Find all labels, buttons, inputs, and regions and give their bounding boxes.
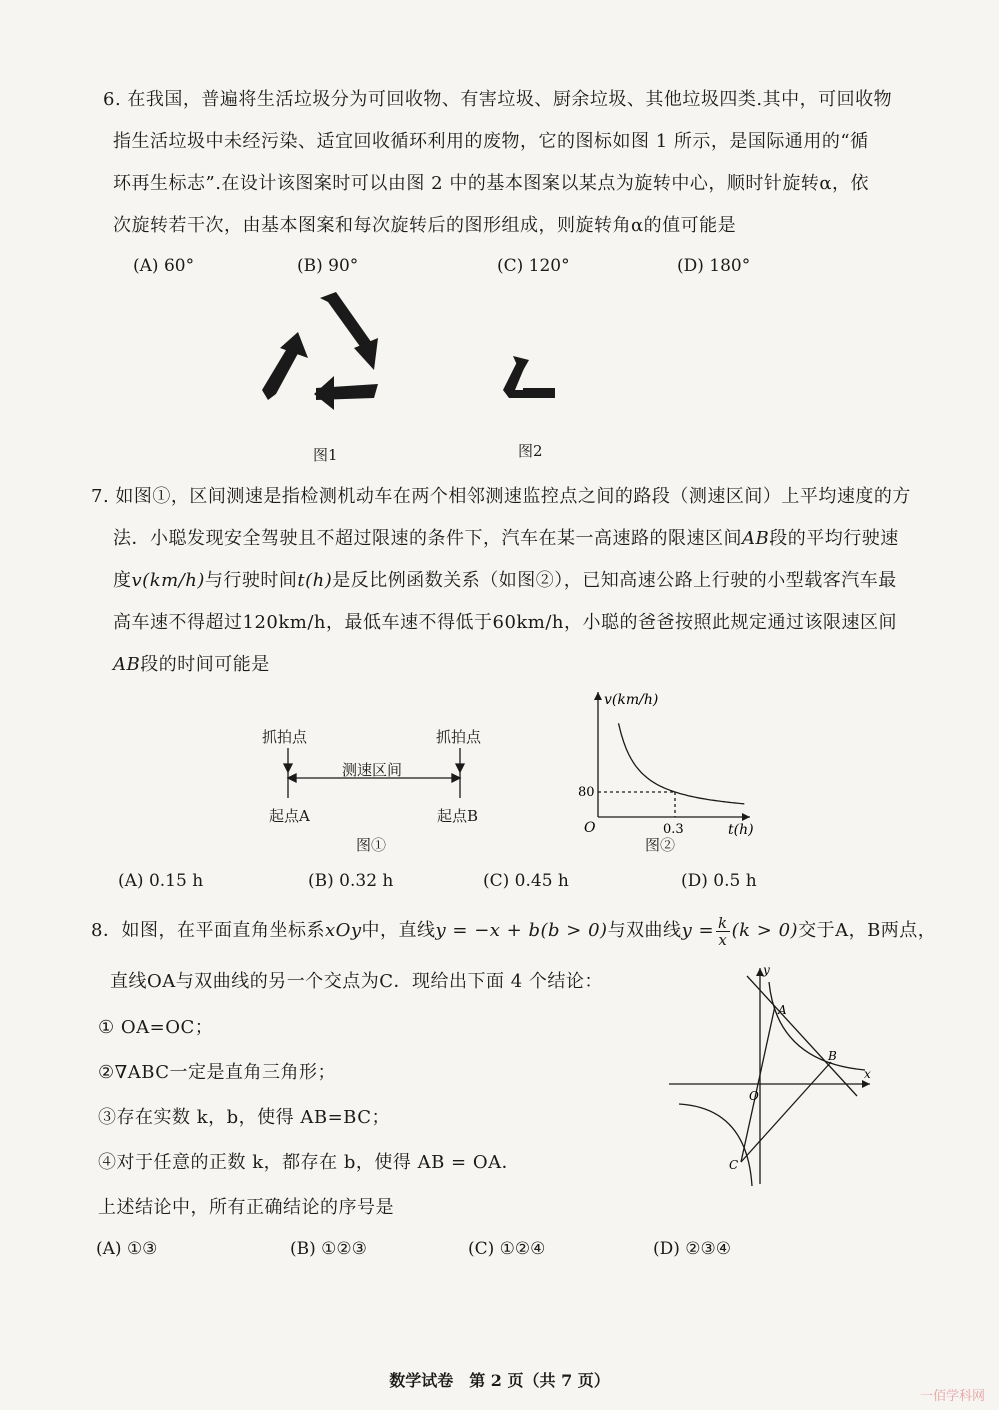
k-over-x-fraction xyxy=(716,915,730,948)
line-cb xyxy=(741,1062,831,1162)
fig-speed-right-bottom: 起点B xyxy=(437,807,479,825)
q8-line-1-eq2-post: (k > 0) xyxy=(731,920,799,941)
hyperbola-graph xyxy=(665,962,880,1190)
q6-line-1: 6. 在我国，普遍将生活垃圾分为可回收物、有害垃圾、厨余垃圾、其他垃圾四类.其中，可回收物 xyxy=(103,89,893,110)
q6-line-4: 次旋转若干次，由基本图案和每次旋转后的图形组成，则旋转角α的值可能是 xyxy=(113,215,737,236)
q8-conclusion-1: ① OA=OC； xyxy=(98,1017,214,1038)
q8-x-label: x xyxy=(864,1067,871,1081)
fig2-caption: 图2 xyxy=(518,442,543,460)
q8-option-b: (B) ①②③ xyxy=(290,1239,367,1259)
inverse-graph-origin: O xyxy=(584,820,596,836)
q7-line-2-var: AB xyxy=(742,528,770,549)
q8-conclusion-4: ④对于任意的正数 k，都存在 b，使得 AB = OA． xyxy=(98,1152,521,1173)
recycle-symbol-figure xyxy=(250,288,400,418)
fig1-caption: 图1 xyxy=(313,446,338,464)
q7-line-3-e: 是反比例函数关系（如图②），已知高速公路上行驶的小型载客汽车最 xyxy=(332,570,897,591)
hyperbola-branch-2 xyxy=(679,1104,752,1186)
point-c-label: C xyxy=(729,1158,739,1172)
q8-conclusion-3: ③存在实数 k，b，使得 AB=BC； xyxy=(98,1107,391,1128)
q7-line-1: 7. 如图①，区间测速是指检测机动车在两个相邻测速监控点之间的路段（测速区间）上平均速度的方 xyxy=(91,486,911,507)
inverse-graph-caption: 图② xyxy=(645,836,676,854)
q7-line-4: 高车速不得超过120km/h，最低车速不得低于60km/h，小聪的爸爸按照此规定通过该限速区间 xyxy=(113,612,898,633)
q6-line-2: 指生活垃圾中未经污染、适宜回收循环利用的废物，它的图标如图 1 所示，是国际通用的“循 xyxy=(113,131,869,152)
inverse-graph-ylabel: v(km/h) xyxy=(604,692,659,708)
frac-den: x xyxy=(718,930,728,949)
fig-speed-middle: 测速区间 xyxy=(342,761,403,779)
fig-speed-left-top: 抓拍点 xyxy=(262,728,308,746)
hyperbola-branch-1 xyxy=(769,982,865,1070)
q8-line-1-var: xOy xyxy=(324,920,362,941)
q7-line-2-text: 法．小聪发现安全驾驶且不超过限速的条件下，汽车在某一高速路的限速区间 xyxy=(113,528,742,549)
q8-line-1-c: 与双曲线 xyxy=(607,920,682,941)
q8-line-1-d: 交于A，B两点， xyxy=(798,920,937,941)
q8-y-label: y xyxy=(763,963,770,977)
q7-option-d: (D) 0.5 h xyxy=(681,871,757,891)
q7-option-a: (A) 0.15 h xyxy=(118,871,204,891)
basic-pattern-figure xyxy=(495,340,565,410)
watermark: 一佰学科网 xyxy=(919,1389,985,1404)
q8-option-c: (C) ①②④ xyxy=(468,1239,546,1259)
q8-question: 上述结论中，所有正确结论的序号是 xyxy=(98,1197,394,1218)
fig-speed-right-top: 抓拍点 xyxy=(436,728,482,746)
q8-line-1-a: 8．如图，在平面直角坐标系 xyxy=(91,920,325,941)
q6-option-b: (B) 90° xyxy=(297,256,359,276)
inverse-graph-y-tick: 80 xyxy=(578,785,595,800)
q7-line-5-text: 段的时间可能是 xyxy=(140,654,270,675)
q7-line-3-d: t(h) xyxy=(297,570,333,591)
point-a-label: A xyxy=(778,1003,787,1017)
inverse-curve xyxy=(619,723,745,804)
q6-option-a: (A) 60° xyxy=(133,256,195,276)
q7-option-b: (B) 0.32 h xyxy=(308,871,394,891)
q8-origin-label: O xyxy=(749,1089,759,1103)
q8-option-d: (D) ②③④ xyxy=(653,1239,732,1259)
inverse-graph-x-tick: 0.3 xyxy=(663,822,684,837)
speed-zone-diagram xyxy=(270,748,480,808)
q8-line-1-eq: y = −x + b(b > 0) xyxy=(435,920,608,941)
q7-line-3 xyxy=(113,570,897,592)
q7-option-c: (C) 0.45 h xyxy=(483,871,569,891)
q7-line-3-b: v(km/h) xyxy=(131,570,205,591)
q8-line-1-b: 中，直线 xyxy=(361,920,436,941)
q8-line-2: 直线OA与双曲线的另一个交点为C．现给出下面 4 个结论： xyxy=(110,971,603,992)
page-footer: 数学试卷 第 2 页（共 7 页） xyxy=(389,1371,610,1390)
q6-option-d: (D) 180° xyxy=(677,256,751,276)
q7-line-2-end: 段的平均行驶速 xyxy=(769,528,899,549)
line-ab xyxy=(747,976,857,1096)
inverse-graph-xlabel: t(h) xyxy=(728,822,754,838)
q8-line-1-eq2-pre: y = xyxy=(681,920,715,941)
point-b-label: B xyxy=(828,1049,837,1063)
q7-line-5-var: AB xyxy=(113,654,141,675)
q6-line-3: 环再生标志”.在设计该图案时可以由图 2 中的基本图案以某点为旋转中心，顺时针旋转α，依 xyxy=(113,173,869,194)
q6-option-c: (C) 120° xyxy=(497,256,570,276)
q7-line-5 xyxy=(113,654,270,676)
q7-line-3-c: 与行驶时间 xyxy=(204,570,298,591)
fig-speed-left-bottom: 起点A xyxy=(269,807,310,825)
frac-num: k xyxy=(718,913,728,932)
q8-line-1 xyxy=(91,914,936,948)
inverse-graph xyxy=(570,682,760,847)
q8-option-a: (A) ①③ xyxy=(96,1239,158,1259)
q7-line-2 xyxy=(113,528,899,550)
q7-line-3-a: 度 xyxy=(113,570,132,591)
q8-conclusion-2: ②∇ABC一定是直角三角形； xyxy=(98,1062,337,1083)
fig-speed-caption: 图① xyxy=(356,836,387,854)
